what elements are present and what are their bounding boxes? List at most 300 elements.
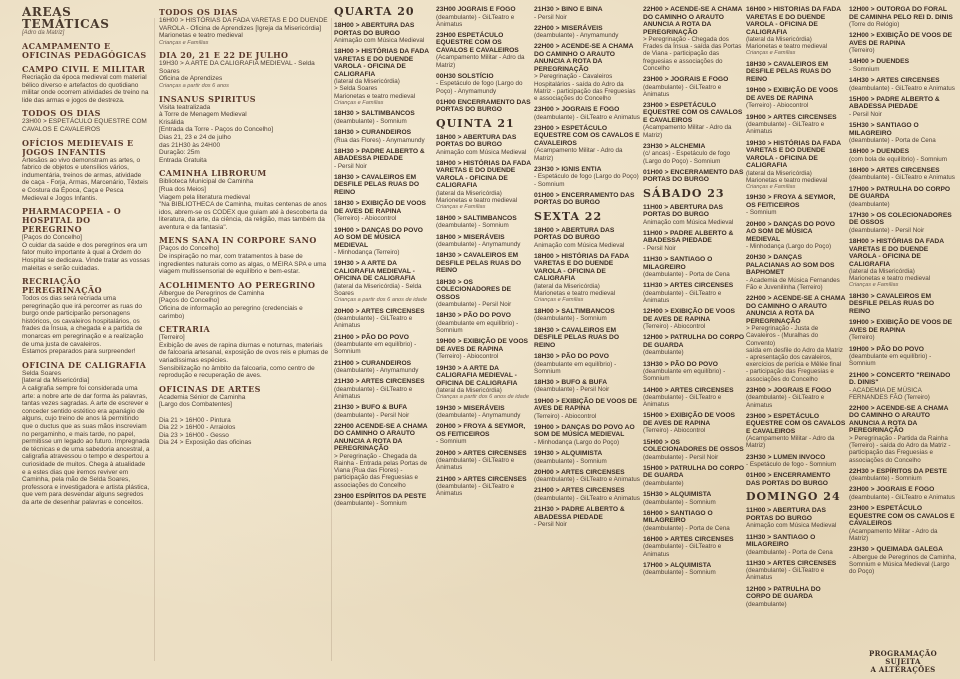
schedule-event bbox=[334, 334, 432, 356]
schedule-event bbox=[436, 338, 532, 360]
column-saturday-continued bbox=[746, 6, 846, 675]
event-details: > Peregrinação - Chegada dos Frades da Ínsua - saída das Portas de Viana - participação das freguesias e associações do Concelho bbox=[643, 36, 742, 72]
event-details: - ACADEMIA DE MÚSICA FERNANDES FÃO (Terreiro) bbox=[849, 386, 930, 401]
event-title: 19H00 > ARTES CIRCENSES bbox=[746, 113, 837, 121]
schedule-event bbox=[849, 319, 957, 341]
schedule-event bbox=[643, 169, 745, 184]
event-details: (deambulante em equilíbrio) - Somnium bbox=[643, 368, 726, 383]
event-details: (deambulante) - Somnium bbox=[534, 457, 607, 465]
column-thursday bbox=[436, 6, 532, 675]
schedule-event bbox=[436, 234, 532, 249]
event-title: 23H00 > ESPETÁCULO EQUESTRE COM OS CAVALOS E CAVALEIROS bbox=[849, 505, 955, 528]
event-details: (lateral da Misericórdia) Marionetas e teatro medieval bbox=[746, 36, 828, 51]
event-list bbox=[334, 22, 432, 508]
event-title: 20H00 > ARTES CIRCENSES bbox=[534, 468, 625, 476]
schedule-event bbox=[746, 586, 846, 608]
event-details: (deambulante) - Persil Noir bbox=[643, 453, 719, 461]
column-friday bbox=[534, 6, 640, 675]
event-details: (deambulante) - Somnium bbox=[334, 500, 407, 508]
event-details: (Acampamento Militar - Adro da Matriz) bbox=[849, 527, 938, 542]
schedule-event bbox=[436, 134, 532, 156]
event-title: 18H30 > PADRE ALBERTO & ABADESSA PIEDADE bbox=[334, 147, 425, 163]
event-details: (Acampamento Militar - Adro da Matriz) bbox=[643, 124, 732, 139]
event-title: 15H00 > PADRE ALBERTO & ABADESSA PIEDADE bbox=[849, 95, 940, 111]
event-title: 18H00 > MISERÁVEIS bbox=[436, 233, 505, 241]
event-title: 18H00 > ABERTURA DAS PORTAS DO BURGO bbox=[334, 22, 415, 37]
event-title: 11H00 > ABERTURA DAS PORTAS DO BURGO bbox=[746, 507, 826, 522]
event-title: 12H00 > EXIBIÇÃO DE VOOS DE AVES DE RAPINA bbox=[849, 32, 953, 47]
schedule-event bbox=[436, 476, 532, 498]
schedule-event bbox=[334, 148, 432, 170]
column-wednesday bbox=[334, 6, 432, 675]
schedule-event bbox=[849, 293, 957, 316]
section-title: OFÍCIOS MEDIEVAIS E JOGOS INFANTIS bbox=[22, 137, 134, 157]
event-title: 15H30 > ALQUIMISTA bbox=[643, 491, 712, 499]
info-section bbox=[159, 8, 329, 46]
info-section bbox=[159, 281, 329, 320]
schedule-event bbox=[746, 61, 846, 84]
event-details: (deambulante) - GiLTeatro e Animatus bbox=[534, 494, 640, 502]
event-details: Animação com Música Medieval bbox=[534, 241, 625, 249]
schedule-event bbox=[849, 122, 957, 144]
info-section bbox=[22, 361, 150, 507]
schedule-event bbox=[849, 6, 957, 28]
event-details: (deambulante em equilíbrio) - Somnium bbox=[436, 319, 519, 335]
info-section bbox=[22, 139, 150, 203]
schedule-event bbox=[436, 32, 532, 69]
event-details: (deambulante) - Porta de Cena bbox=[643, 271, 730, 279]
event-details: (deambulante) - Persil Noir bbox=[436, 301, 512, 309]
event-title: 19H30 > ALQUIMISTA bbox=[534, 450, 603, 458]
event-title: 17H00 > PATRULHA DO CORPO DE GUARDA bbox=[849, 185, 951, 201]
section-body: 16H00 > HISTÓRIAS DA FADA VARETAS E DO DUENDE VAROLA - Oficina de Aprendizes [Igreja da Misericórdia] Marionetas e teatro medieval bbox=[159, 17, 328, 40]
info-section bbox=[22, 65, 150, 104]
info-section bbox=[159, 51, 329, 89]
schedule-event bbox=[334, 404, 432, 419]
event-title: 18H00 > ABERTURA DAS PORTAS DO BURGO bbox=[436, 133, 517, 149]
section-title: TODOS OS DIAS bbox=[159, 7, 238, 17]
event-details: (deambulante) - GiLTeatro e Animatus bbox=[643, 543, 722, 558]
event-details: (c/ ancas) - Espetáculo de fogo (Largo do Poço) - Somnium bbox=[643, 150, 731, 165]
section-title: OFICINA DE CALIGRAFIA bbox=[22, 359, 147, 370]
event-title: 01H00 > ENCERRAMENTO DAS PORTAS DO BURGO bbox=[643, 168, 744, 184]
section-title: ACAMPAMENTO E OFICINAS PEDAGÓGICAS bbox=[22, 41, 147, 60]
event-details: (Terreiro) - Abiocontrol bbox=[746, 102, 809, 110]
schedule-event bbox=[643, 282, 745, 304]
event-title: 23H30 > IGNIS ENTIA bbox=[534, 165, 602, 173]
schedule-event bbox=[746, 295, 846, 383]
day-heading: DOMINGO 24 bbox=[746, 490, 841, 504]
event-title: 23H00 > JOGRAIS E FOGO bbox=[849, 486, 935, 494]
event-details: - Albergue de Peregrinos de Caminha, Somnium e Música Medieval (Largo do Poço) bbox=[849, 553, 957, 575]
event-title: 20H00 > FROYA & SEYMOR, OS FEITICEIROS bbox=[436, 423, 526, 438]
event-audience: Crianças e Famílias bbox=[436, 204, 486, 211]
event-title: 11H00 > PADRE ALBERTO & ABADESSA PIEDADE bbox=[643, 229, 734, 245]
event-title: 19H00 > EXIBIÇÃO DE VOOS DE AVES DE RAPINA bbox=[849, 319, 953, 334]
event-title: 20H00 > DANÇAS DO POVO AO SOM DE MÚSICA MEDIEVAL bbox=[746, 220, 836, 243]
event-title: 14H30 > ARTES CIRCENSES bbox=[849, 77, 940, 85]
event-title: 22H00 > MISERÁVEIS bbox=[534, 24, 603, 32]
event-title: 19H00 > EXIBIÇÃO DE VOOS DE AVES DE RAPINA bbox=[534, 397, 638, 413]
schedule-event bbox=[643, 76, 745, 98]
section-title: RECRIAÇÃO PEREGRINAÇÃO bbox=[22, 276, 102, 296]
event-title: 21H00 > ARTES CIRCENSES bbox=[534, 487, 625, 495]
schedule-event bbox=[534, 308, 640, 323]
event-title: 15H00 > EXIBIÇÃO DE VOOS DE AVES DE RAPINA bbox=[643, 412, 735, 427]
event-details: > Peregrinação - Justa de Cavaleiros - (Muralhas do Convento) saída em desfile do Adro da Matriz - apresentação dos cavaleiros, exercícios de perícia e Mêlée final - participação das Freguesias e associações do Concelho bbox=[746, 325, 843, 383]
event-details: - Persil Noir bbox=[534, 521, 567, 529]
event-details: - Persil Noir bbox=[643, 244, 676, 252]
event-title: 18H30 > CAVALEIROS EM DESFILE PELAS RUAS DO REINO bbox=[746, 60, 832, 83]
schedule-event bbox=[334, 174, 432, 197]
schedule-event bbox=[534, 125, 640, 162]
section-body: Visita teatralizada à Torre de Menagem Medieval Krisálida [Entrada da Torre - Paços do Concelho] Dias 21, 23 e 24 de julho das 21H30 às 24H00 Duração: 25m Entrada Gratuita bbox=[159, 103, 274, 164]
event-details: (deambulante em equilíbrio) - Somnium bbox=[849, 353, 932, 368]
event-title: 01H00 > ENCERRAMENTO DAS PORTAS DO BURGO bbox=[746, 472, 831, 487]
event-details: Animação com Música Medieval bbox=[436, 148, 527, 156]
event-details: - Somnium bbox=[849, 65, 880, 73]
event-title: 19H00 > DANÇAS DO POVO AO SOM DE MÚSICA MEDIEVAL bbox=[334, 226, 424, 249]
event-title: 22H00 > ACENDE-SE A CHAMA DO CAMINHO O ARAUTO ANUNCIA A ROTA DA PEREGRINAÇÃO bbox=[746, 295, 846, 325]
schedule-event bbox=[643, 102, 745, 139]
section-title: CAMPO CIVIL E MILITAR bbox=[22, 64, 146, 74]
event-details: > Peregrinação - Cavaleiros Hospitalários - saída do Adro da Matriz - participação das Freguesias e associações do Concelho bbox=[534, 73, 636, 103]
event-title: 13H30 > PÃO DO POVO bbox=[643, 360, 718, 368]
event-audience: Crianças e Famílias bbox=[334, 99, 384, 106]
schedule-event bbox=[534, 469, 640, 484]
event-details: (deambulante) - GiLTeatro e Animatus bbox=[643, 83, 722, 98]
event-details: > Peregrinação - Partida da Rainha (Terreiro) - saída do Adro da Matriz - participação das Freguesias e associações do Concelho bbox=[849, 434, 951, 464]
schedule-event bbox=[334, 227, 432, 257]
schedule-event bbox=[534, 506, 640, 528]
schedule-event bbox=[334, 129, 432, 144]
event-details: Animação com Música Medieval bbox=[746, 522, 837, 530]
event-details: (deambulante) - Porta de Cena bbox=[849, 137, 936, 145]
event-title: 20H00 > ARTES CIRCENSES bbox=[436, 449, 527, 457]
section-body: 23H00 > ESPETÁCULO EQUESTRE COM CAVALOS E CAVALEIROS bbox=[22, 118, 147, 133]
day-heading: SÁBADO 23 bbox=[643, 186, 725, 200]
section-note: Crianças e Famílias bbox=[159, 39, 209, 46]
areas-place: [Adro da Matriz] bbox=[22, 30, 65, 36]
event-details: - Persil Noir bbox=[334, 162, 367, 170]
event-list bbox=[436, 134, 532, 498]
event-details: (deambulante) bbox=[746, 600, 787, 608]
schedule-event bbox=[643, 361, 745, 383]
schedule-event bbox=[534, 192, 640, 207]
event-details: (deambulante) - Somnium bbox=[436, 222, 509, 230]
event-details: (deambulante) - GiLTeatro e Animatus bbox=[643, 394, 722, 409]
day-heading: SEXTA 22 bbox=[534, 209, 603, 223]
event-title: 12H00 > OUTORGA DO FORAL DE CAMINHA PELO REI D. DINIS bbox=[849, 6, 953, 21]
schedule-event bbox=[849, 505, 957, 542]
event-title: 23H00 ESPETÁCULO EQUESTRE COM OS CAVALOS E CAVALEIROS bbox=[436, 31, 519, 54]
schedule-event bbox=[849, 546, 957, 575]
schedule-event bbox=[849, 468, 957, 483]
schedule-event bbox=[334, 378, 432, 400]
info-section bbox=[22, 109, 150, 133]
schedule-event bbox=[436, 450, 532, 472]
section-body: [Paços do Concelho] O cuidar da saúde e dos peregrinos era um fator muito importante à qual a Ordem do Hospital se dedicava. Vinde tratar as vossas maleitas e serão cuidadas. bbox=[22, 234, 150, 272]
event-title: 20H30 > DANÇAS PALACIANAS AO SOM DOS BAPHOMET bbox=[746, 254, 835, 277]
event-title: 16H00 > HISTÓRIAS DA FADA VARETAS E DO DUENDE VAROLA - OFICINA DE CALIGRAFIA bbox=[746, 6, 841, 36]
schedule-event bbox=[849, 405, 957, 464]
event-title: 18H30 > OS COLECIONADORES DE OSSOS bbox=[436, 278, 512, 301]
event-title: 18H30 > CAVALEIROS EM DESFILE PELAS RUAS DO REINO bbox=[334, 173, 420, 196]
event-details: (deambulante) - Anymamundy bbox=[534, 32, 619, 40]
schedule-event bbox=[334, 360, 432, 375]
event-title: 16H00 > ARTES CIRCENSES bbox=[849, 166, 940, 174]
event-audience: Crianças a partir dos 6 anos de idade bbox=[334, 297, 427, 304]
section-title: PHARMACOPEIA - O HOSPITAL DO PEREGRINO bbox=[22, 206, 122, 235]
schedule-event bbox=[849, 346, 957, 368]
event-details: (deambulante) - Somnium bbox=[643, 498, 716, 506]
schedule-event bbox=[534, 6, 640, 21]
schedule-event bbox=[643, 562, 745, 577]
event-title: 21H30 > BINO E BINA bbox=[534, 6, 603, 13]
schedule-event bbox=[643, 387, 745, 409]
event-details: (deambulante) - Anymamundy bbox=[436, 241, 521, 249]
event-title: 23H00 > JOGRAIS E FOGO bbox=[534, 106, 620, 114]
event-details: - Espetáculo de fogo (Largo do Poço) - Somnium bbox=[534, 173, 639, 188]
event-details: (deambulante) - GiLTeatro e Animatus bbox=[334, 385, 413, 400]
event-details: - Academia de Música Fernandes Fão e Juvenilinha (Terreiro) bbox=[746, 276, 840, 292]
section-body: Selda Soares [lateral da Misericórdia] A caligrafia sempre foi considerada uma arte: a nobre arte de dar forma às palavras, tantas vezes sagradas. A arte de escrever e conceder sentido estético era apanágio de alguns, cujo treino de anos lá permitindo que o ductus que as suas mãos inscreviam no pergaminho, e mais tarde, no papel, permitisse um legado ao futuro. Impregnada de técnicas e de uma sabedoria ancestral, a caligrafia atravessou o tempo e despertou a curiosidade de muitos. Chega à atualidade e a estes dias que iremos reviver em Caminha, pela mão de Selda Soares, professora e investigadora e artista plástica, que vem para desvendar alguns segredos da arte de desenhar palavras e conceitos. bbox=[22, 369, 150, 506]
event-audience: Crianças e Famílias bbox=[746, 183, 796, 190]
event-title: 18H00 > SALTIMBANCOS bbox=[436, 214, 517, 222]
event-details: (deambulante) - GiLTeatro e Animatus bbox=[436, 483, 515, 498]
schedule-event bbox=[849, 372, 957, 401]
schedule-event bbox=[534, 353, 640, 375]
event-title: 21H00 > CONCERTO "REINADO D. DINIS" bbox=[849, 371, 951, 387]
schedule-event bbox=[746, 560, 846, 582]
event-details: (lateral da Misericórdia) Marionetas e teatro medieval bbox=[746, 169, 828, 184]
event-details: - Espetáculo de fogo - Somnium bbox=[746, 461, 836, 469]
event-title: 18H30 > CAVALEIROS EM DESFILE PELAS RUAS DO REINO bbox=[849, 292, 935, 315]
schedule-event bbox=[334, 48, 432, 106]
schedule-event bbox=[643, 204, 745, 226]
event-title: 22H00 > ACENDE-SE A CHAMA DO CAMINHO O ARAUTO ANUNCIA A ROTA DA PEREGRINAÇÃO bbox=[534, 43, 634, 73]
schedule-event bbox=[334, 200, 432, 222]
section-body: Todos os dias será recriada uma peregrinação que irá percorrer as ruas do burgo onde participarão personagens históricos, os cavaleiros hospitalários, os frades da Ínsua, a chegada e a partida de monarcas em peregrinação e a realização de uma justa de cavaleiros. Estamos preparados para surpreender! bbox=[22, 295, 144, 356]
section-body: 19H30 > A ARTE DA CALIGRAFIA MEDIEVAL - Selda Soares Oficina de Aprendizes bbox=[159, 60, 315, 83]
schedule-event bbox=[849, 77, 957, 92]
event-details: - Minhodança (Largo do Poço) bbox=[534, 438, 620, 446]
schedule-event bbox=[746, 534, 846, 556]
event-details: - Somnium bbox=[436, 438, 467, 446]
event-details: (deambulante) - Persil Noir bbox=[534, 386, 610, 394]
schedule-event bbox=[534, 227, 640, 249]
event-details: (deambulante) bbox=[643, 349, 684, 357]
event-details: (lateral da Misericórdia) - Selda Soares bbox=[334, 282, 422, 298]
event-details: (deambulante) - GiLTeatro e Animatus bbox=[534, 476, 640, 484]
event-details: Animação com Música Medieval bbox=[334, 37, 425, 44]
schedule-event bbox=[746, 507, 846, 529]
event-title: 19H00 > EXIBIÇÃO DE VOOS DE AVES DE RAPINA bbox=[746, 87, 838, 102]
event-details: (deambulante) bbox=[643, 479, 684, 487]
day-heading: QUARTA 20 bbox=[334, 6, 415, 18]
event-details: (Acampamento Militar - Adro da Matriz) bbox=[746, 435, 835, 450]
event-title: 20H00 > ARTES CIRCENSES bbox=[334, 307, 425, 315]
section-body: Academia Sénior de Caminha [Largo dos Combatentes] Dia 21 > 16H00 - Pintura Dia 22 > 16H00 - Arraiolos Dia 23 > 16H00 - Gesso Dia 24 > Exposição das oficinas bbox=[159, 393, 252, 447]
event-title: 18H00 > HISTÓRIAS DA FADA VARETAS E DO DUENDE VAROLA - OFICINA DE CALIGRAFIA bbox=[534, 252, 629, 283]
schedule-event bbox=[334, 308, 432, 330]
event-details: (lateral da Misericórdia) Marionetas e teatro medieval bbox=[534, 282, 616, 298]
schedule-event bbox=[746, 472, 846, 487]
section-title: ACOLHIMENTO AO PEREGRINO bbox=[159, 279, 316, 290]
schedule-event bbox=[849, 58, 957, 73]
event-details: (Terreiro) bbox=[849, 334, 875, 342]
schedule-event bbox=[534, 379, 640, 394]
event-title: 16H00 > ARTES CIRCENSES bbox=[643, 535, 734, 543]
event-title: 23H00 > ESPETÁCULO EQUESTRE COM OS CAVALOS E CAVALEIROS bbox=[746, 412, 846, 435]
schedule-event bbox=[534, 106, 640, 121]
event-details: (deambulante) - GiLTeatro e Animatus bbox=[746, 121, 825, 136]
event-title: 11H00 > ABERTURA DAS PORTAS DO BURGO bbox=[643, 203, 723, 219]
schedule-event bbox=[334, 493, 432, 508]
event-title: 23H30 > QUEIMADA GALEGA bbox=[849, 546, 943, 554]
schedule-event bbox=[534, 487, 640, 502]
event-title: 19H30 > HISTÓRIAS DA FADA VARETAS E DO DUENDE VAROLA - OFICINA DE CALIGRAFIA bbox=[746, 139, 841, 170]
schedule-event bbox=[334, 22, 432, 44]
event-title: 15H00 > PATRULHA DO CORPO DE GUARDA bbox=[643, 464, 745, 480]
schedule-event bbox=[746, 194, 846, 216]
schedule-event bbox=[746, 114, 846, 136]
schedule-event bbox=[534, 327, 640, 350]
event-title: 21H00 > ARTES CIRCENSES bbox=[436, 475, 527, 483]
event-title: 21H30 > PADRE ALBERTO & ABADESSA PIEDADE bbox=[534, 506, 625, 521]
event-title: 23H00 > JOGRAIS E FOGO bbox=[643, 76, 729, 84]
event-details: (deambulante) - Porta de Cena bbox=[643, 524, 730, 532]
event-audience: Crianças e Famílias bbox=[534, 297, 584, 304]
schedule-event bbox=[643, 491, 745, 506]
event-list bbox=[436, 6, 532, 114]
event-title: 16H00 > DUENDES bbox=[849, 148, 910, 156]
event-title: 23H00 > ESPETÁCULO EQUESTRE COM OS CAVALOS E CAVALEIROS bbox=[534, 124, 640, 147]
schedule-event bbox=[534, 43, 640, 102]
section-title: TODOS OS DIAS bbox=[22, 108, 101, 119]
schedule-event bbox=[643, 536, 745, 558]
event-details: (Acampamento Militar - Adro da Matriz) bbox=[534, 147, 623, 162]
event-details: (deambulante) - GiLTeatro e Animatus bbox=[436, 13, 515, 28]
event-details: (deambulante) - Somnium bbox=[534, 315, 607, 323]
event-title: 22H00 > ACENDE-SE A CHAMA DO CAMINHO O ARAUTO ANUNCIA A ROTA DA PEREGRINAÇÃO bbox=[849, 404, 949, 435]
section-title: DIA 20, 21 E 22 DE JULHO bbox=[159, 50, 289, 61]
event-details: - Somnium bbox=[746, 209, 777, 217]
schedule-event bbox=[436, 312, 532, 334]
schedule-event bbox=[746, 254, 846, 291]
info-section bbox=[22, 207, 150, 272]
event-title: 18H30 > EXIBIÇÃO DE VOOS DE AVES DE RAPINA bbox=[334, 200, 426, 215]
event-title: 23H00 ESPÍRITOS DA PESTE bbox=[334, 492, 427, 500]
schedule-event bbox=[534, 450, 640, 465]
event-details: (deambulante) - Somnium bbox=[334, 117, 407, 125]
event-title: 21H00 > CURANDEIROS bbox=[334, 359, 412, 367]
schedule-event bbox=[534, 398, 640, 420]
event-list bbox=[534, 227, 640, 529]
schedule-event bbox=[849, 186, 957, 208]
info-section bbox=[159, 325, 329, 380]
event-title: 22H00 > ACENDE-SE A CHAMA DO CAMINHO O ARAUTO ANUNCIA A ROTA DA PEREGRINAÇÃO bbox=[643, 6, 743, 36]
schedule-event bbox=[849, 238, 957, 289]
event-title: 23H00 > ESPETÁCULO EQUESTRE COM OS CAVALOS E CAVALEIROS bbox=[643, 101, 743, 124]
event-details: (com bola de equilíbrio) - Somnium bbox=[849, 155, 947, 163]
event-title: 23H00 > JOGRAIS E FOGO bbox=[746, 386, 832, 394]
event-title: 18H00 > HISTÓRIAS DA FADA VARETAS E DO DUENDE VAROLA - OFICINA DE CALIGRAFIA bbox=[849, 238, 944, 268]
event-title: 23H00 JOGRAIS E FOGO bbox=[436, 6, 516, 13]
event-details: (Rua das Flores) - Anymamundy bbox=[334, 136, 425, 144]
event-title: 14H00 > DUENDES bbox=[849, 58, 910, 66]
event-title: 21H00 > PÃO DO POVO bbox=[334, 333, 409, 341]
event-title: 18H00 > SALTIMBANCOS bbox=[534, 307, 615, 315]
schedule-event bbox=[849, 96, 957, 118]
schedule-event bbox=[534, 166, 640, 188]
schedule-event bbox=[746, 140, 846, 191]
event-title: 23H30 > LUMEN INVOCO bbox=[746, 453, 826, 461]
schedule-event bbox=[643, 334, 745, 356]
schedule-event bbox=[436, 160, 532, 211]
event-title: 11H30 > ARTES CIRCENSES bbox=[746, 559, 837, 567]
schedule-event bbox=[334, 260, 432, 303]
event-title: 00H30 SOLSTÍCIO bbox=[436, 72, 494, 80]
event-details: (deambulante) - Anymamundy bbox=[334, 367, 419, 375]
schedule-event bbox=[643, 143, 745, 165]
event-title: 22H30 > ESPÍRITOS DA PESTE bbox=[849, 467, 947, 475]
event-details: (deambulante) - GiLTeatro e Animatus bbox=[849, 84, 955, 92]
event-details: (lateral da Misericórdia) > Selda Soares Marionetas e teatro medieval bbox=[334, 78, 416, 100]
section-body: Artesãos ao vivo demonstram as artes, o fabrico de objetos e utensílios vários, indumentária, treinos de armas, atividade de caça - Forja, Armas, Marcenário, Têxteis e Costura da Época, Caça e Pesca Medieval e Jogos Infantis. bbox=[22, 156, 148, 202]
event-title: 11H30 > SANTIAGO O MILAGREIRO bbox=[746, 533, 816, 549]
event-details: (Terreiro) - Abiocontrol bbox=[643, 323, 706, 331]
event-details: (lateral da Misericórdia) Marionetas e teatro medieval bbox=[849, 268, 931, 283]
event-details: - Persil Noir bbox=[849, 110, 882, 118]
schedule-event bbox=[849, 32, 957, 54]
event-title: 18H30 > PÃO DO POVO bbox=[534, 353, 609, 361]
event-title: 17H30 > OS COLECIONADORES DE OSSOS bbox=[849, 211, 952, 227]
event-title: 19H30 > A ARTE DA CALIGRAFIA MEDIEVAL - OFICINA DE CALIGRAFIA bbox=[334, 260, 416, 283]
event-title: 22H00 ACENDE-SE A CHAMA DO CAMINHO O ARAUTO ANUNCIA A ROTA DA PEREGRINAÇÃO bbox=[334, 422, 428, 453]
info-section bbox=[159, 169, 329, 231]
event-title: 17H00 > ALQUIMISTA bbox=[643, 561, 712, 569]
event-title: 18H00 > HISTÓRIAS DA FADA VARETAS E DO DUENDE VAROLA - OFICINA DE CALIGRAFIA bbox=[334, 48, 429, 78]
event-title: 18H30 > PÃO DO POVO bbox=[436, 312, 511, 320]
event-title: 23H30 > ALCHEMIA bbox=[643, 142, 706, 150]
schedule-event bbox=[746, 413, 846, 450]
info-section bbox=[159, 385, 329, 447]
schedule-event bbox=[436, 252, 532, 275]
event-details: (Terreiro) bbox=[849, 47, 875, 55]
event-audience: Crianças e Famílias bbox=[746, 50, 796, 57]
event-title: 12H00 > PATRULHA DO CORPO DE GUARDA bbox=[643, 334, 745, 349]
column-divider bbox=[154, 18, 155, 661]
schedule-event bbox=[643, 256, 745, 278]
event-title: 12H00 > EXIBIÇÃO DE VOOS DE AVES DE RAPINA bbox=[643, 308, 735, 323]
event-details: (lateral da Misericórdia) bbox=[436, 387, 502, 395]
column-saturday bbox=[643, 6, 745, 675]
event-list bbox=[643, 204, 745, 577]
event-title: 18H30 > CAVALEIROS EM DESFILE PELAS RUAS DO REINO bbox=[534, 326, 620, 349]
event-title: 12H00 > PATRULHA DO CORPO DE GUARDA bbox=[746, 585, 821, 601]
info-section bbox=[22, 42, 150, 60]
event-details: - Minhodança (Terreiro) bbox=[334, 249, 400, 257]
event-audience: Crianças a partir dos 6 anos de idade bbox=[436, 394, 529, 401]
event-details: (Torre do Relógio) bbox=[849, 21, 900, 28]
schedule-event bbox=[746, 454, 846, 469]
schedule-event bbox=[534, 253, 640, 304]
event-title: 19H00 > EXIBIÇÃO DE VOOS DE AVES DE RAPINA bbox=[436, 338, 528, 353]
event-details: (Terreiro) - Abiocontrol bbox=[643, 427, 706, 435]
event-details: (deambulante) - Persil Noir bbox=[849, 226, 925, 234]
schedule-event bbox=[436, 73, 532, 95]
